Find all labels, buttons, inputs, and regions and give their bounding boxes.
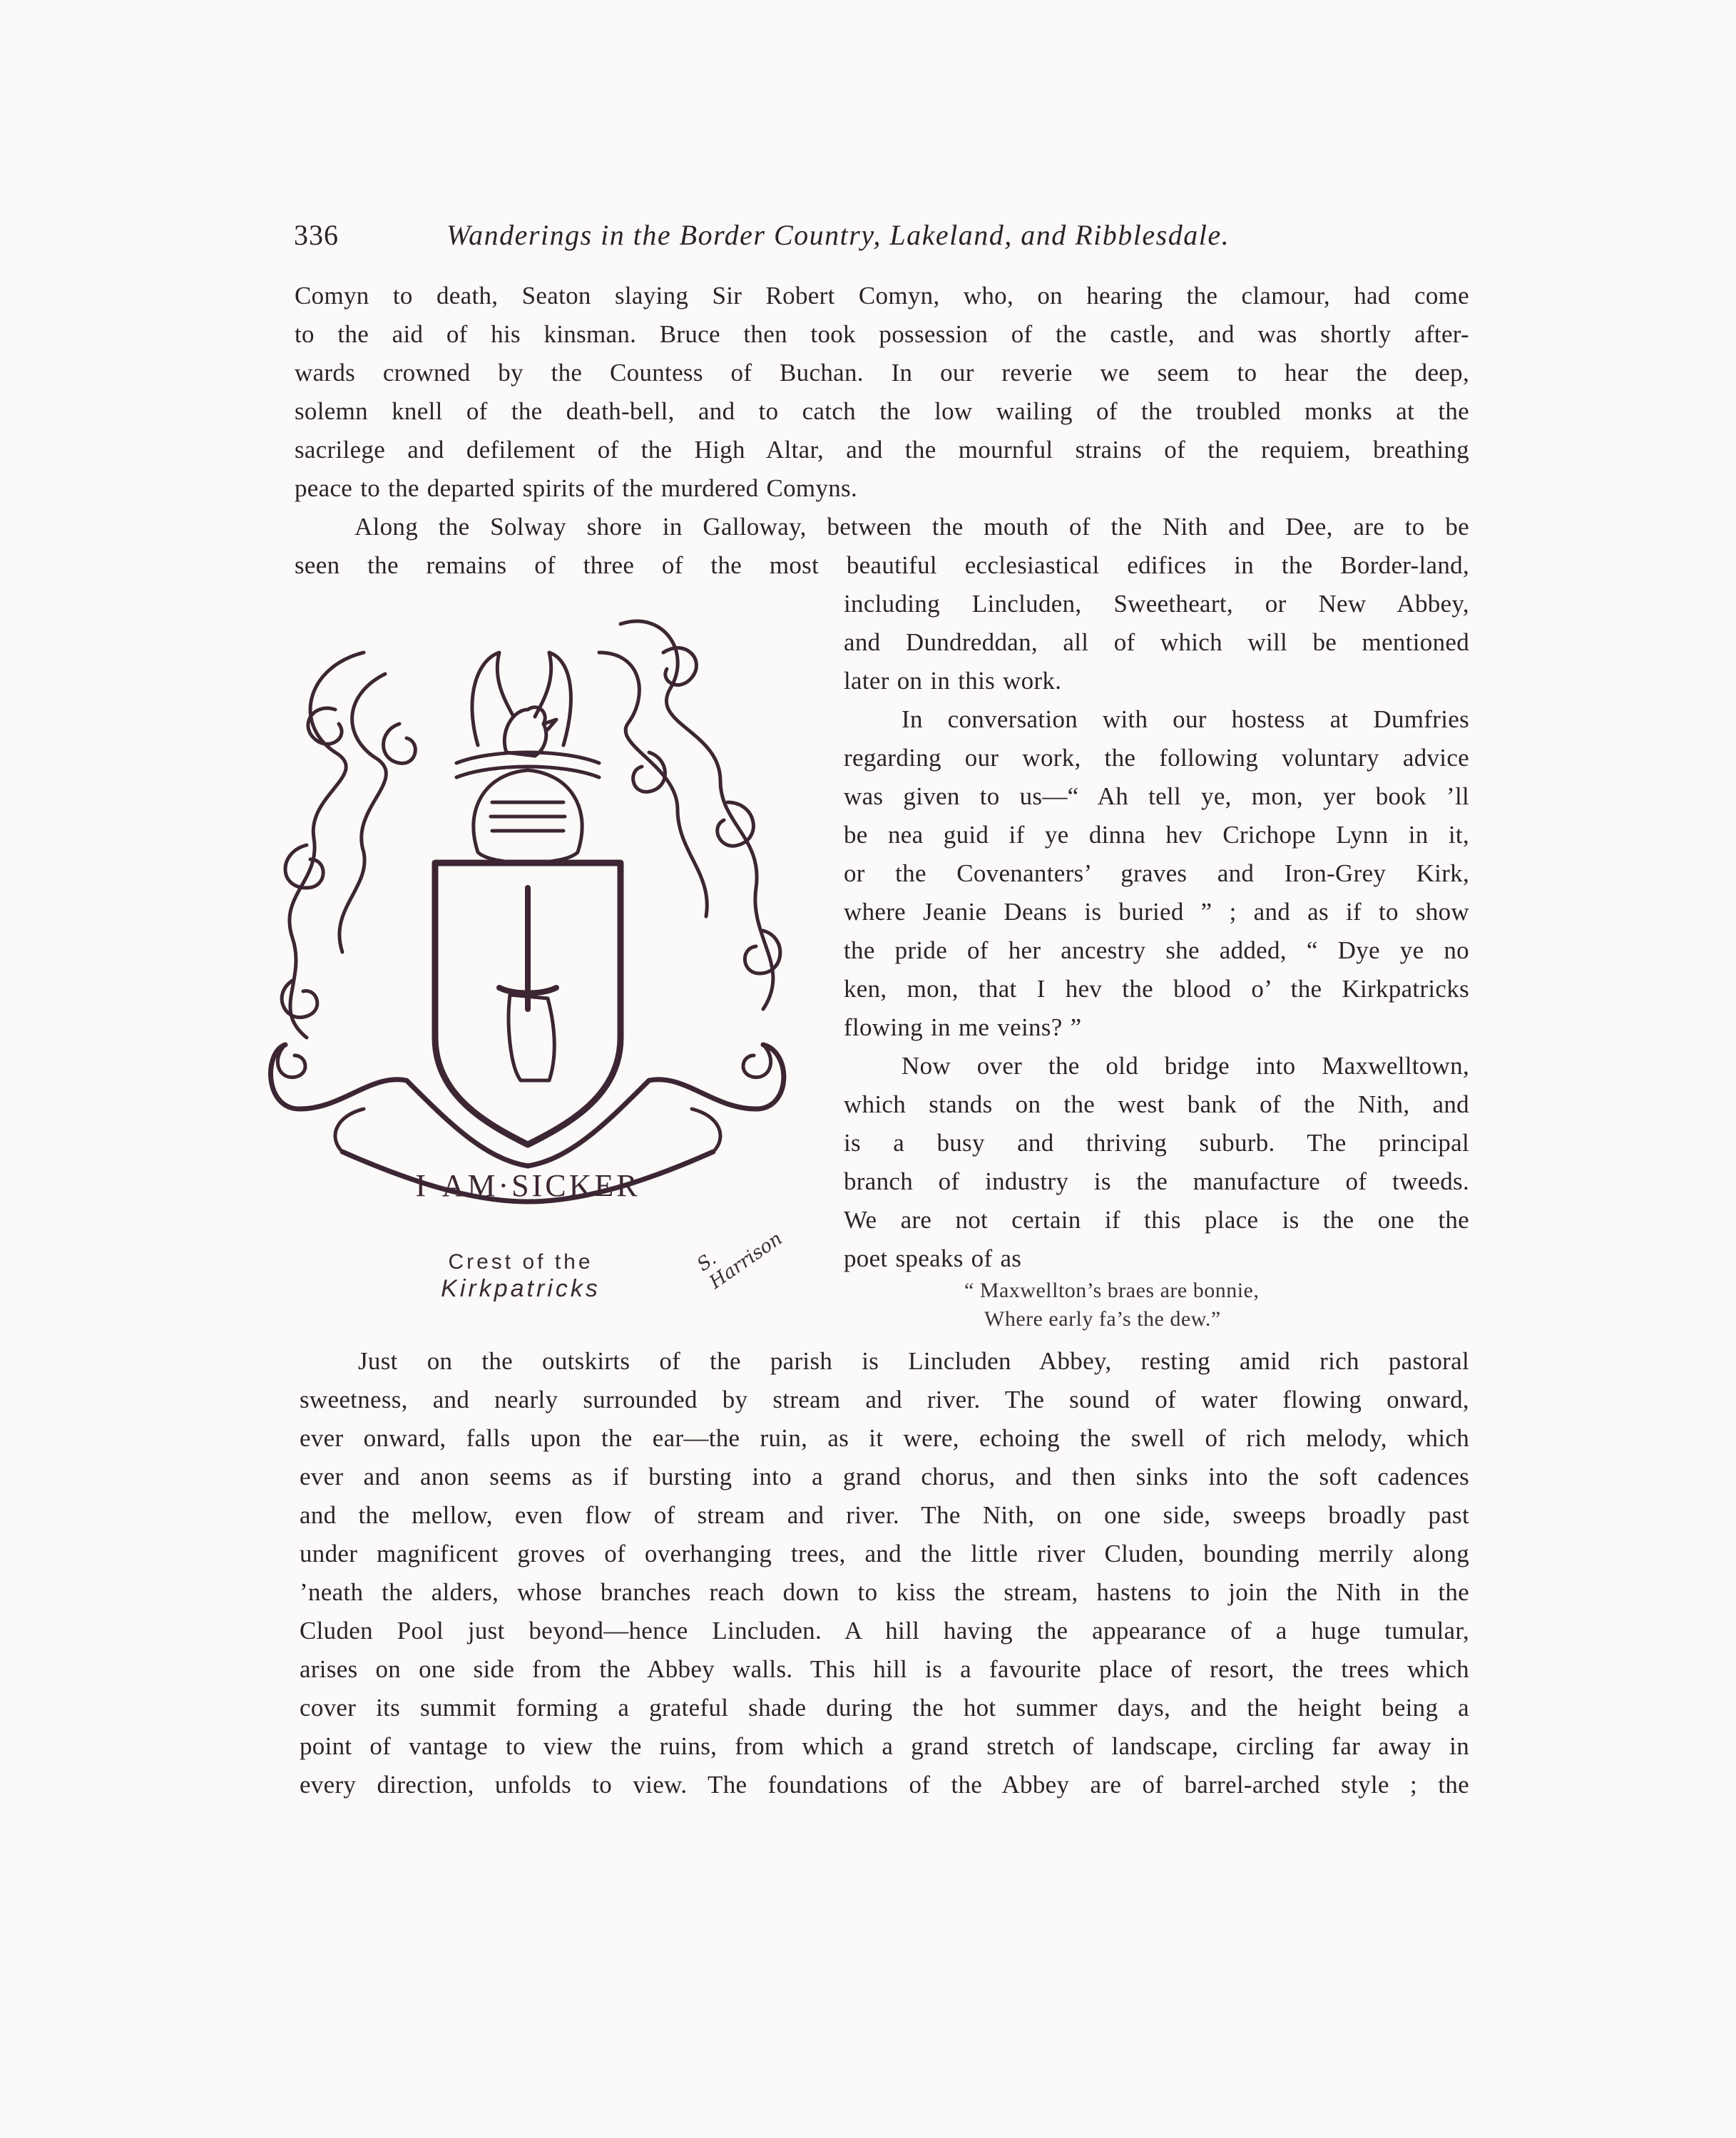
- caption-line-2: Kirkpatricks: [441, 1275, 601, 1302]
- text-line: Now over the old bridge into Maxwelltown,: [902, 1052, 1469, 1080]
- text-line: where Jeanie Deans is buried ” ; and as if to show: [844, 898, 1469, 926]
- text-line: to the aid of his kinsman. Bruce then took possession of the castle, and was shortly after-: [295, 320, 1469, 348]
- text-line: and Dundreddan, all of which will be mentioned: [844, 628, 1469, 656]
- text-line: Comyn to death, Seaton slaying Sir Robert Comyn, who, on hearing the clamour, had come: [295, 282, 1469, 310]
- text-line: including Lincluden, Sweetheart, or New Abbey,: [844, 590, 1469, 618]
- text-line: was given to us—“ Ah tell ye, mon, yer book ’ll: [844, 782, 1469, 810]
- text-line: wards crowned by the Countess of Buchan. In our reverie we seem to hear the deep,: [295, 359, 1469, 387]
- caption-line-1: Crest of the: [448, 1250, 593, 1274]
- text-line: under magnificent groves of overhanging trees, and the little river Cluden, bounding merrily along: [300, 1540, 1469, 1567]
- text-line: point of vantage to view the ruins, from which a grand stretch of landscape, circling far away in: [300, 1732, 1469, 1760]
- text-line: sacrilege and defilement of the High Altar, and the mournful strains of the requiem, breathing: [295, 436, 1469, 464]
- text-line: which stands on the west bank of the Nith, and: [844, 1090, 1469, 1118]
- crest-drawing: [264, 610, 813, 1309]
- text-line: or the Covenanters’ graves and Iron-Grey Kirk,: [844, 859, 1469, 887]
- text-line: peace to the departed spirits of the murdered Comyns.: [295, 474, 858, 502]
- text-line: We are not certain if this place is the one the: [844, 1206, 1469, 1234]
- text-line: seen the remains of three of the most beautiful ecclesiastical edifices in the Border-land,: [295, 551, 1469, 579]
- text-line: cover its summit forming a grateful shade during the hot summer days, and the height being a: [300, 1694, 1469, 1722]
- text-line: solemn knell of the death-bell, and to catch the low wailing of the troubled monks at the: [295, 397, 1469, 425]
- hand: [509, 995, 554, 1080]
- text-line: Just on the outskirts of the parish is Lincluden Abbey, resting amid rich pastoral: [358, 1347, 1469, 1375]
- running-title: Wanderings in the Border Country, Lakeland, and Ribblesdale.: [446, 219, 1230, 251]
- artist-signature: S. Harrison: [693, 1227, 787, 1294]
- text-line: regarding our work, the following voluntary advice: [844, 744, 1469, 772]
- motto-scroll: [271, 1045, 784, 1166]
- text-line: sweetness, and nearly surrounded by stream and river. The sound of water flowing onward,: [300, 1386, 1469, 1413]
- text-line: is a busy and thriving suburb. The principal: [844, 1129, 1469, 1157]
- text-line: branch of industry is the manufacture of tweeds.: [844, 1167, 1469, 1195]
- text-line: later on in this work.: [844, 667, 1062, 695]
- text-line: Cluden Pool just beyond—hence Lincluden. A hill having the appearance of a huge tumular,: [300, 1617, 1469, 1645]
- text-line: poet speaks of as: [844, 1244, 1022, 1272]
- text-line: arises on one side from the Abbey walls. This hill is a favourite place of resort, the trees which: [300, 1655, 1469, 1683]
- text-line: Along the Solway shore in Galloway, between the mouth of the Nith and Dee, are to be: [354, 513, 1469, 541]
- text-line: In conversation with our hostess at Dumfries: [902, 705, 1469, 733]
- text-line: ’neath the alders, whose branches reach down to kiss the stream, hastens to join the Nith in the: [300, 1578, 1469, 1606]
- text-line: every direction, unfolds to view. The foundations of the Abbey are of barrel-arched style ; the: [300, 1771, 1469, 1799]
- text-line: and the mellow, even flow of stream and river. The Nith, on one side, sweeps broadly past: [300, 1501, 1469, 1529]
- griffin-wing-right: [535, 653, 571, 745]
- verse-line: Where early fa’s the dew.”: [984, 1307, 1221, 1331]
- motto-text: I·AM·SICKER: [415, 1168, 640, 1203]
- figure-caption: [371, 1250, 670, 1303]
- kirkpatrick-crest-illustration: [264, 610, 813, 1309]
- verse-line: “ Maxwellton’s braes are bonnie,: [964, 1279, 1260, 1302]
- text-line: ever and anon seems as if bursting into a grand chorus, and then sinks into the soft cadences: [300, 1463, 1469, 1490]
- text-line: ever onward, falls upon the ear—the ruin, as it were, echoing the swell of rich melody, which: [300, 1424, 1469, 1452]
- running-header: [294, 213, 1471, 258]
- text-line: flowing in me veins? ”: [844, 1013, 1082, 1041]
- text-line: the pride of her ancestry she added, “ Dye ye no: [844, 936, 1469, 964]
- text-line: ken, mon, that I hev the blood o’ the Kirkpatricks: [844, 975, 1469, 1003]
- page-number: 336: [294, 219, 339, 251]
- text-line: be nea guid if ye dinna hev Crichope Lynn in it,: [844, 821, 1469, 849]
